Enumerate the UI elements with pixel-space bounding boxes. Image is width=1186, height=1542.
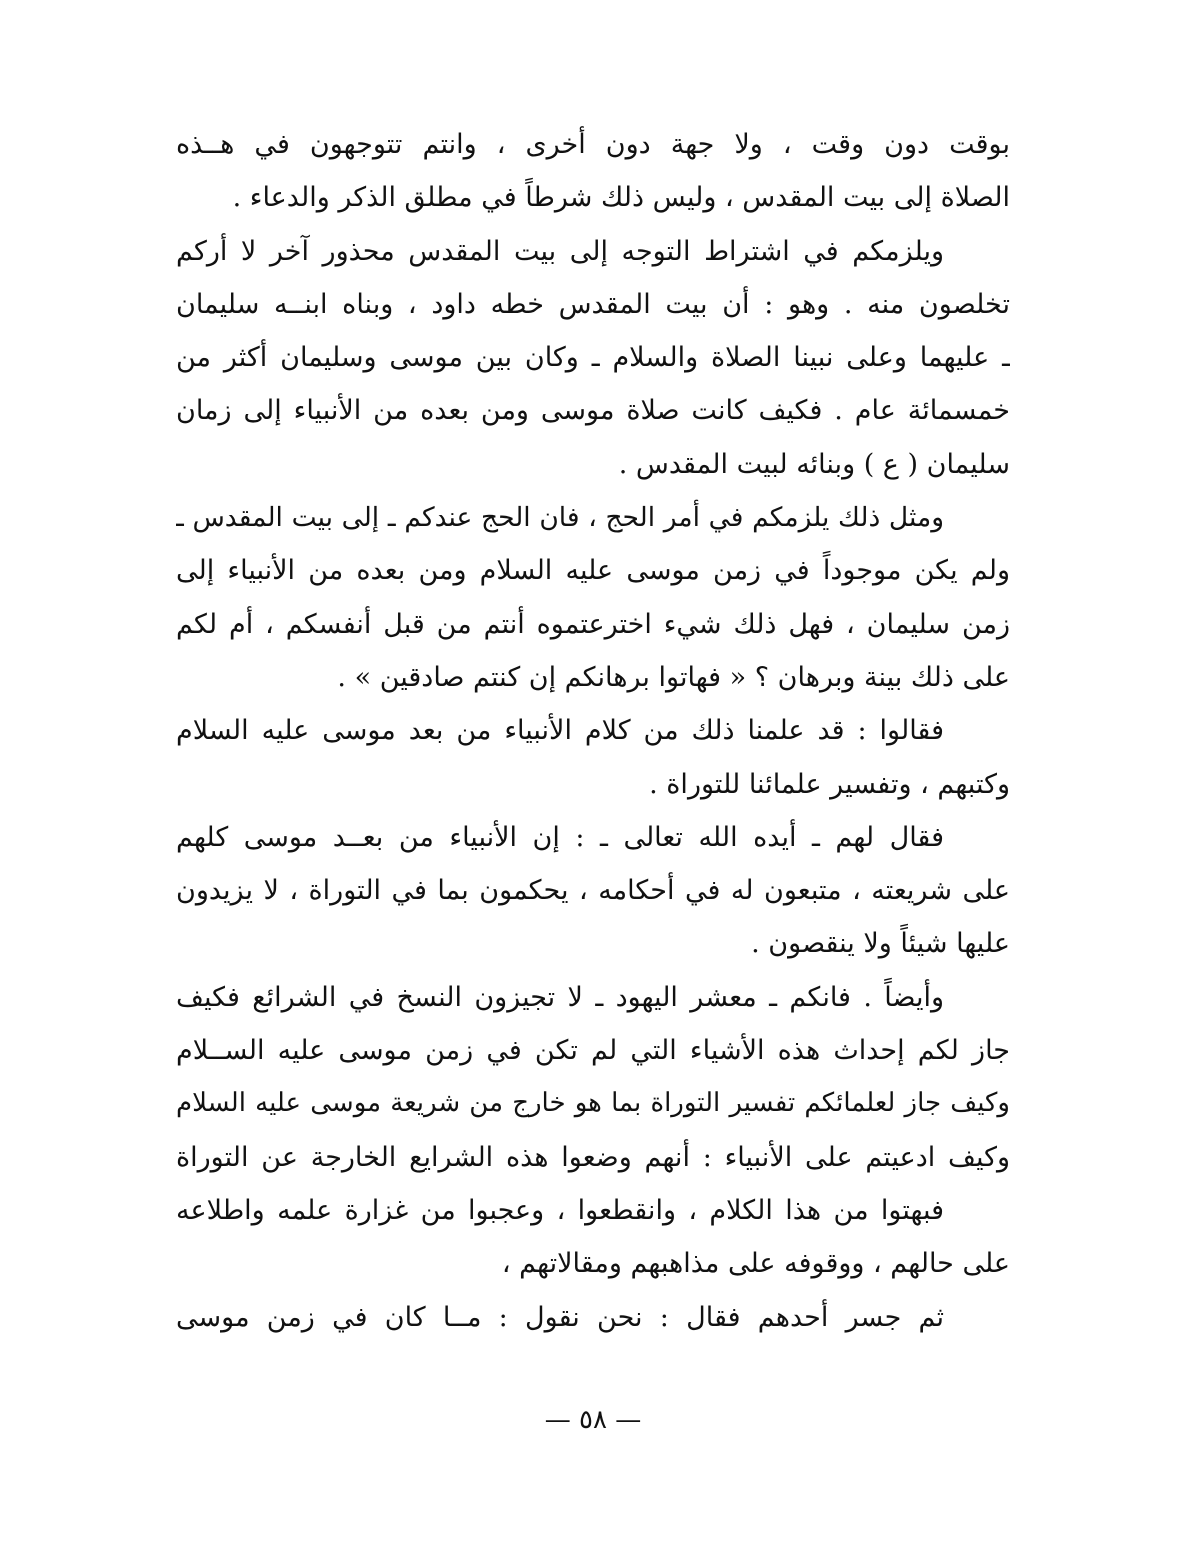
text-line: الصلاة إلى بيت المقدس ، وليس ذلك شرطاً في مطلق الذكر والدعاء . <box>232 182 1010 214</box>
text-line: وكيف جاز لعلمائكم تفسير التوراة بما هو خارج من شريعة موسى عليه السلام <box>176 1088 1010 1119</box>
text-line: زمن سليمان ، فهل ذلك شيء اخترعتموه أنتم من قبل أنفسكم ، أم لكم <box>176 608 1010 640</box>
text-line: على ذلك بينة وبرهان ؟ « فهاتوا برهانكم إن كنتم صادقين » . <box>337 661 1010 693</box>
text-line: ومثل ذلك يلزمكم في أمر الحج ، فان الحج عندكم ـ إلى بيت المقدس ـ <box>176 502 944 534</box>
text-line: فبهتوا من هذا الكلام ، وانقطعوا ، وعجبوا من غزارة علمه واطلاعه <box>176 1194 944 1226</box>
page-number: — ٥٨ — <box>544 1405 642 1435</box>
text-line: عليها شيئاً ولا ينقصون . <box>751 928 1010 960</box>
text-line: على حالهم ، ووقوفه على مذاهبهم ومقالاتهم ، <box>501 1248 1010 1280</box>
text-line: فقال لهم ـ أيده الله تعالى ـ : إن الأنبياء من بعــد موسى كلهم <box>176 821 944 853</box>
text-line: بوقت دون وقت ، ولا جهة دون أخرى ، وانتم تتوجهون في هــذه <box>176 129 1010 160</box>
body-text <box>176 118 1010 1344</box>
text-line: جاز لكم إحداث هذه الأشياء التي لم تكن في زمن موسى عليه الســلام <box>176 1035 1010 1067</box>
text-line: ـ عليهما وعلى نبينا الصلاة والسلام ـ وكان بين موسى وسليمان أكثر من <box>176 342 1010 374</box>
text-line: خمسمائة عام . فكيف كانت صلاة موسى ومن بعده من الأنبياء إلى زمان <box>176 395 1010 427</box>
text-line: سليمان ( ع ) وبنائه لبيت المقدس . <box>618 448 1010 480</box>
text-line: على شريعته ، متبعون له في أحكامه ، يحكمون بما في التوراة ، لا يزيدون <box>176 875 1010 907</box>
text-line: فقالوا : قد علمنا ذلك من كلام الأنبياء من بعد موسى عليه السلام <box>176 715 944 747</box>
text-line: ولم يكن موجوداً في زمن موسى عليه السلام ومن بعده من الأنبياء إلى <box>176 555 1010 587</box>
text-line: ثم جسر أحدهم فقال : نحن نقول : مــا كان في زمن موسى <box>176 1301 944 1333</box>
text-line: ويلزمكم في اشتراط التوجه إلى بيت المقدس محذور آخر لا أركم <box>176 235 944 267</box>
text-line: وأيضاً . فانكم ـ معشر اليهود ـ لا تجيزون النسخ في الشرائع فكيف <box>176 981 944 1013</box>
text-line: وكتبهم ، وتفسير علمائنا للتوراة . <box>649 768 1010 800</box>
text-line: وكيف ادعيتم على الأنبياء : أنهم وضعوا هذه الشرايع الخارجة عن التوراة <box>176 1141 1010 1173</box>
text-line: تخلصون منه . وهو : أن بيت المقدس خطه داود ، وبناه ابنــه سليمان <box>176 288 1010 320</box>
